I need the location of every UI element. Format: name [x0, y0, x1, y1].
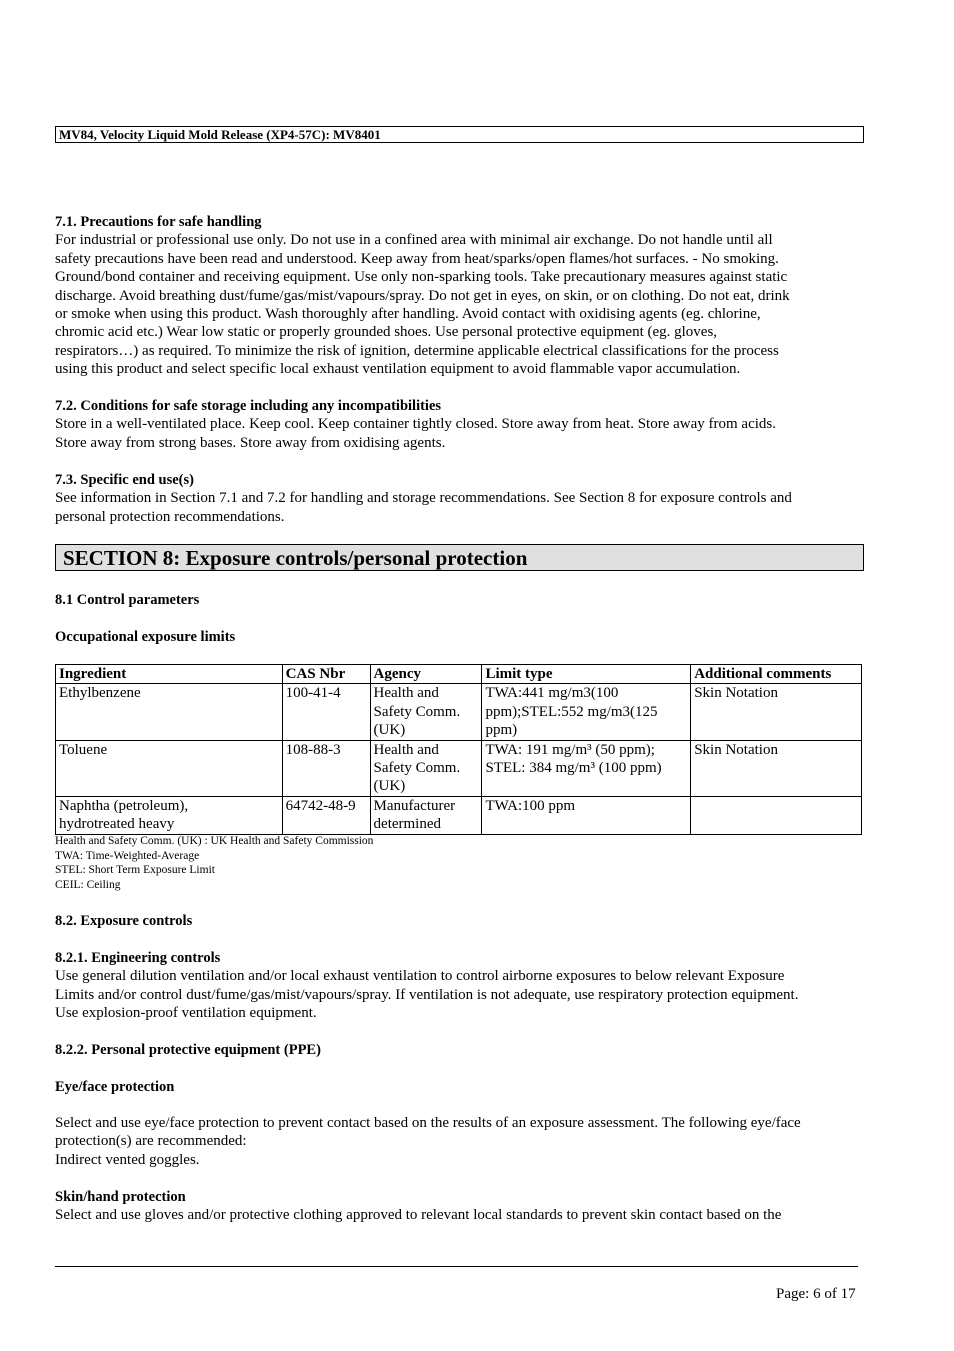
ingredient-cell: Toluene — [56, 740, 283, 796]
exposure-limits-table — [55, 664, 862, 835]
section-7-3-heading: 7.3. Specific end use(s) — [55, 472, 194, 488]
agency-cell: Health and Safety Comm. (UK) — [370, 740, 482, 796]
ingredient-cell: Ethylbenzene — [56, 684, 283, 740]
column-header-ingredient: Ingredient — [56, 665, 283, 684]
eye-face-protection-heading: Eye/face protection — [55, 1079, 175, 1095]
column-header-agency: Agency — [370, 665, 482, 684]
engineering-controls-heading: 8.2.1. Engineering controls — [55, 950, 221, 966]
table-footnotes: Health and Safety Comm. (UK) : UK Health and Safety Commission TWA: Time-Weighted-Average STEL: Short Term Exposure Limit CEIL: Ceiling — [55, 835, 374, 891]
section-7-1-text: For industrial or professional use only. Do not use in a confined area with minimal air exchange. Do not handle until all safety precautions have been read and understood. Keep away from heat/sparks/open flames/hot surfaces. - No smoking. Ground/bond container and receiving equipment. Use only non-sparking tools. Take precautionary measures against static discharge. Avoid breathing dust/fume/gas/mist/vapours/spray. Do not get in eyes, on skin, or on clothing. Do not eat, drink or smoke when using this product. Wash thoroughly after handling. Avoid contact with oxidising agents (eg. chlorine, chromic acid etc.) Wear low static or properly grounded shoes. Use personal protective equipment (eg. gloves, respirators…) as required. To minimize the risk of ignition, determine applicable electrical classifications for the process using this product and select specific local exhaust ventilation equipment to avoid flammable vapor accumulation. — [55, 232, 790, 378]
skin-hand-protection — [55, 1188, 865, 1225]
table-row — [56, 684, 862, 740]
cas-cell: 100-41-4 — [282, 684, 370, 740]
limit-type-cell: TWA:441 mg/m3(100 ppm);STEL:552 mg/m3(125 ppm) — [482, 684, 691, 740]
comments-cell: Skin Notation — [691, 684, 862, 740]
engineering-controls-text: Use general dilution ventilation and/or local exhaust ventilation to control airborne exposures to below relevant Exposure Limits and/or control dust/fume/gas/mist/vapours/spray. If ventilation is not adequate, use respiratory protection equipment. Use explosion-proof ventilation equipment. — [55, 968, 799, 1022]
occupational-exposure-limits-heading: Occupational exposure limits — [55, 629, 236, 645]
table-header-row — [56, 665, 862, 684]
section-7-3 — [55, 471, 865, 526]
page-number: Page: 6 of 17 — [776, 1286, 856, 1302]
column-header-limit-type: Limit type — [482, 665, 691, 684]
comments-cell — [691, 796, 862, 834]
table-row — [56, 740, 862, 796]
exposure-controls-heading: 8.2. Exposure controls — [55, 913, 193, 929]
cas-cell: 64742-48-9 — [282, 796, 370, 834]
eye-face-protection-text: Select and use eye/face protection to prevent contact based on the results of an exposure assessment. The following eye/face protection(s) are recommended: Indirect vented goggles. — [55, 1115, 801, 1168]
column-header-cas-nbr: CAS Nbr — [282, 665, 370, 684]
section-8-title: SECTION 8: Exposure controls/personal protection — [55, 544, 864, 571]
section-7-2 — [55, 397, 865, 452]
ingredient-cell: Naphtha (petroleum), hydrotreated heavy — [56, 796, 283, 834]
comments-cell: Skin Notation — [691, 740, 862, 796]
limit-type-cell: TWA: 191 mg/m³ (50 ppm); STEL: 384 mg/m³ (100 ppm) — [482, 740, 691, 796]
table-row — [56, 796, 862, 834]
column-header-additional-comments: Additional comments — [691, 665, 862, 684]
agency-cell: Manufacturer determined — [370, 796, 482, 834]
agency-cell: Health and Safety Comm. (UK) — [370, 684, 482, 740]
limit-type-cell: TWA:100 ppm — [482, 796, 691, 834]
skin-hand-protection-text: Select and use gloves and/or protective clothing approved to relevant local standards to prevent skin contact based on the — [55, 1207, 782, 1224]
footer-divider — [55, 1266, 858, 1267]
section-7-1-heading: 7.1. Precautions for safe handling — [55, 214, 262, 230]
control-parameters-heading: 8.1 Control parameters — [55, 592, 200, 608]
document-header: MV84, Velocity Liquid Mold Release (XP4-57C): MV8401 — [55, 126, 864, 143]
skin-hand-protection-heading: Skin/hand protection — [55, 1189, 186, 1205]
section-7-3-text: See information in Section 7.1 and 7.2 for handling and storage recommendations. See Section 8 for exposure controls and personal protection recommendations. — [55, 490, 792, 525]
cas-cell: 108-88-3 — [282, 740, 370, 796]
section-7-1 — [55, 213, 865, 379]
section-8-2-1 — [55, 949, 865, 1023]
section-7-2-heading: 7.2. Conditions for safe storage including any incompatibilities — [55, 398, 442, 414]
section-7-2-text: Store in a well-ventilated place. Keep cool. Keep container tightly closed. Store away from heat. Store away from acids. Store away from strong bases. Store away from oxidising agents. — [55, 416, 776, 451]
ppe-heading: 8.2.2. Personal protective equipment (PPE) — [55, 1042, 321, 1058]
